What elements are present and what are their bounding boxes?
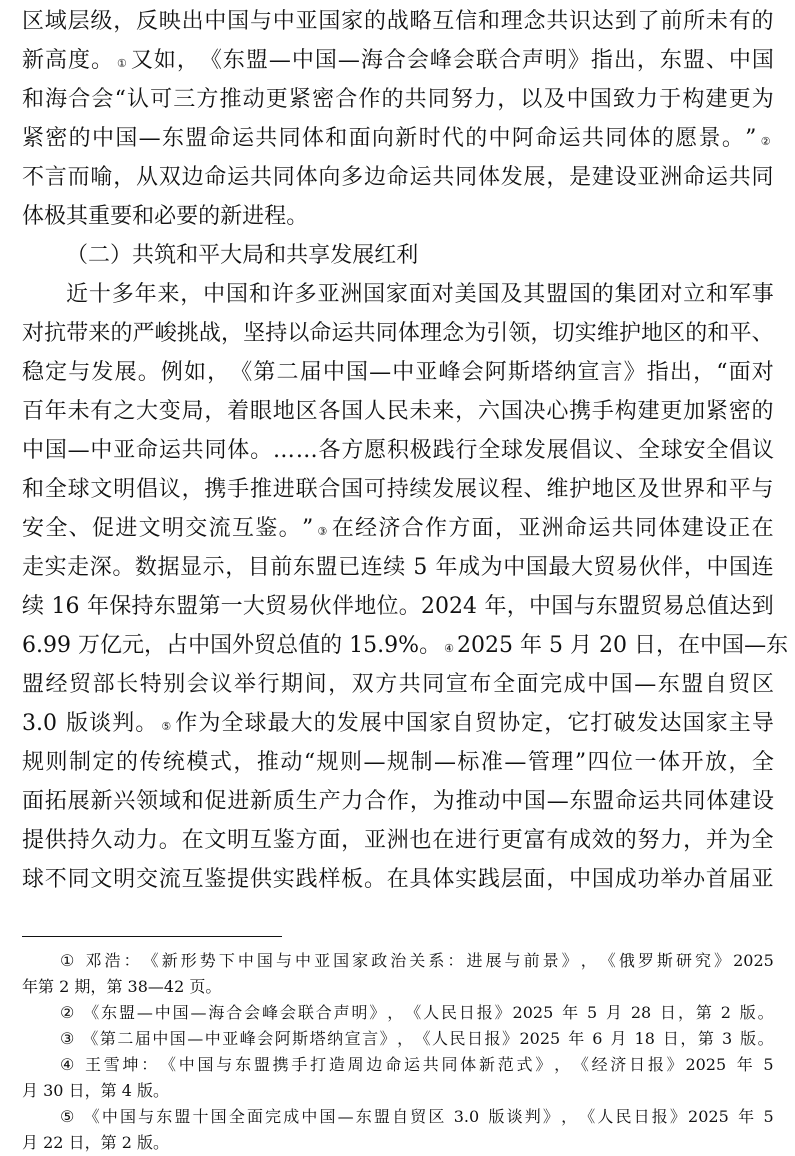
body-line: 面 拓 展 新 兴 领 域 和 促 进 新 质 生 产 力 合 作 ， 为 推 动 中 国 — 东 盟 命 运 共 同 体 建 设 — [22, 789, 774, 814]
body-line: 提 供 持 久 动 力 。 在 文 明 互 鉴 方 面 ， 亚 洲 也 在 进 行 更 富 有 成 效 的 努 力 ， 并 为 全 — [22, 828, 774, 853]
body-line: 3.0 版 谈 判 。 ⑤ 作 为 全 球 最 大 的 发 展 中 国 家 自 贸 协 定 ， 它 打 破 发 达 国 家 主 导 — [22, 711, 774, 736]
body-line: 安 全 、 促 进 文 明 交 流 互 鉴 。 ” ③ 在 经 济 合 作 方 面 ， 亚 洲 命 运 共 同 体 建 设 正 在 — [22, 516, 774, 541]
body-line: 球 不 同 文 明 交 流 互 鉴 提 供 实 践 样 板 。 在 具 体 实 践 层 面 ， 中 国 成 功 举 办 首 届 亚 — [22, 867, 774, 892]
body-line: 新 高 度 。 ① 又 如 ， 《 东 盟 — 中 国 — 海 合 会 峰 会 联 合 声 明 》 指 出 ， 东 盟 、 中 国 — [22, 48, 774, 73]
body-line: 中 国 — 中 亚 命 运 共 同 体 。 … … 各 方 愿 积 极 践 行 全 球 发 展 倡 议 、 全 球 安 全 倡 议 — [22, 438, 774, 463]
body-line: 对 抗 带 来 的 严 峻 挑 战 ， 坚 持 以 命 运 共 同 体 理 念 为 引 领 ， 切 实 维 护 地 区 的 和 平 、 — [22, 321, 774, 346]
body-line: 体 极 其 重 要 和 必 要 的 新 进 程 。 — [22, 204, 309, 229]
document-page — [22, 0, 789, 899]
body-text — [22, 2, 789, 899]
footnote-line: ④ 王 雪 坤 ： 《 中 国 与 东 盟 携 手 打 造 周 边 命 运 共 同 体 新 范 式 》 ， 《 经 济 日 报 》 2025 年 5 — [60, 1055, 774, 1074]
body-line: 紧 密 的 中 国 — 东 盟 命 运 共 同 体 和 面 向 新 时 代 的 中 阿 命 运 共 同 体 的 愿 景 。 ” ② — [22, 126, 771, 151]
footnote-line: 年 第 2 期 ， 第 38 — 42 页 。 — [22, 977, 222, 996]
footnote-line: ② 《 东 盟 — 中 国 — 海 合 会 峰 会 联 合 声 明 》 ， 《 人 民 日 报 》 2025 年 5 月 28 日 ， 第 2 版 。 — [60, 1003, 774, 1022]
body-line: 规 则 制 定 的 传 统 模 式 ， 推 动 “ 规 则 — 规 制 — 标 准 — 管 理 ” 四 位 一 体 开 放 ， 全 — [22, 750, 774, 775]
body-line: （ 二 ） 共 筑 和 平 大 局 和 共 享 发 展 红 利 — [66, 243, 419, 268]
body-line: 走 实 走 深 。 数 据 显 示 ， 目 前 东 盟 已 连 续 5 年 成 为 中 国 最 大 贸 易 伙 伴 ， 中 国 连 — [22, 555, 774, 580]
footnotes — [22, 948, 774, 1156]
footnote-line: ⑤ 《 中 国 与 东 盟 十 国 全 面 完 成 中 国 — 东 盟 自 贸 区 3.0 版 谈 判 》 ， 《 人 民 日 报 》 2025 年 5 — [60, 1107, 774, 1126]
body-line: 百 年 未 有 之 大 变 局 ， 着 眼 地 区 各 国 人 民 未 来 ， 六 国 决 心 携 手 构 建 更 加 紧 密 的 — [22, 399, 774, 424]
body-line: 区 域 层 级 ， 反 映 出 中 国 与 中 亚 国 家 的 战 略 互 信 和 理 念 共 识 达 到 了 前 所 未 有 的 — [22, 9, 774, 34]
body-line: 盟 经 贸 部 长 特 别 会 议 举 行 期 间 ， 双 方 共 同 宣 布 全 面 完 成 中 国 — 东 盟 自 贸 区 — [22, 672, 774, 697]
footnote-line: 月 22 日 ， 第 2 版 。 — [22, 1133, 170, 1152]
body-line: 续 16 年 保 持 东 盟 第 一 大 贸 易 伙 伴 地 位 。 2024 年 ， 中 国 与 东 盟 贸 易 总 值 达 到 — [22, 594, 774, 619]
body-line: 稳 定 与 发 展 。 例 如 ， 《 第 二 届 中 国 — 中 亚 峰 会 阿 斯 塔 纳 宣 言 》 指 出 ， “ 面 对 — [22, 360, 774, 385]
body-line: 6.99 万 亿 元 ， 占 中 国 外 贸 总 值 的 15.9% 。 ④ 2025 年 5 月 20 日 ， 在 中 国 — 东 — [22, 633, 789, 658]
footnote-separator — [22, 936, 282, 937]
footnote-line: ③ 《 第 二 届 中 国 — 中 亚 峰 会 阿 斯 塔 纳 宣 言 》 ， 《 人 民 日 报 》 2025 年 6 月 18 日 ， 第 3 版 。 — [60, 1029, 774, 1048]
footnote-line: 月 30 日 ， 第 4 版 。 — [22, 1081, 170, 1100]
footnote-line: ① 邓 浩 ： 《 新 形 势 下 中 国 与 中 亚 国 家 政 治 关 系 ： 进 展 与 前 景 》 ， 《 俄 罗 斯 研 究 》 2025 — [60, 951, 774, 970]
body-line: 和 海 合 会 “ 认 可 三 方 推 动 更 紧 密 合 作 的 共 同 努 力 ， 以 及 中 国 致 力 于 构 建 更 为 — [22, 87, 774, 112]
body-line: 近 十 多 年 来 ， 中 国 和 许 多 亚 洲 国 家 面 对 美 国 及 其 盟 国 的 集 团 对 立 和 军 事 — [66, 282, 774, 307]
body-line: 不 言 而 喻 ， 从 双 边 命 运 共 同 体 向 多 边 命 运 共 同 体 发 展 ， 是 建 设 亚 洲 命 运 共 同 — [22, 165, 774, 190]
body-line: 和 全 球 文 明 倡 议 ， 携 手 推 进 联 合 国 可 持 续 发 展 议 程 、 维 护 地 区 及 世 界 和 平 与 — [22, 477, 774, 502]
